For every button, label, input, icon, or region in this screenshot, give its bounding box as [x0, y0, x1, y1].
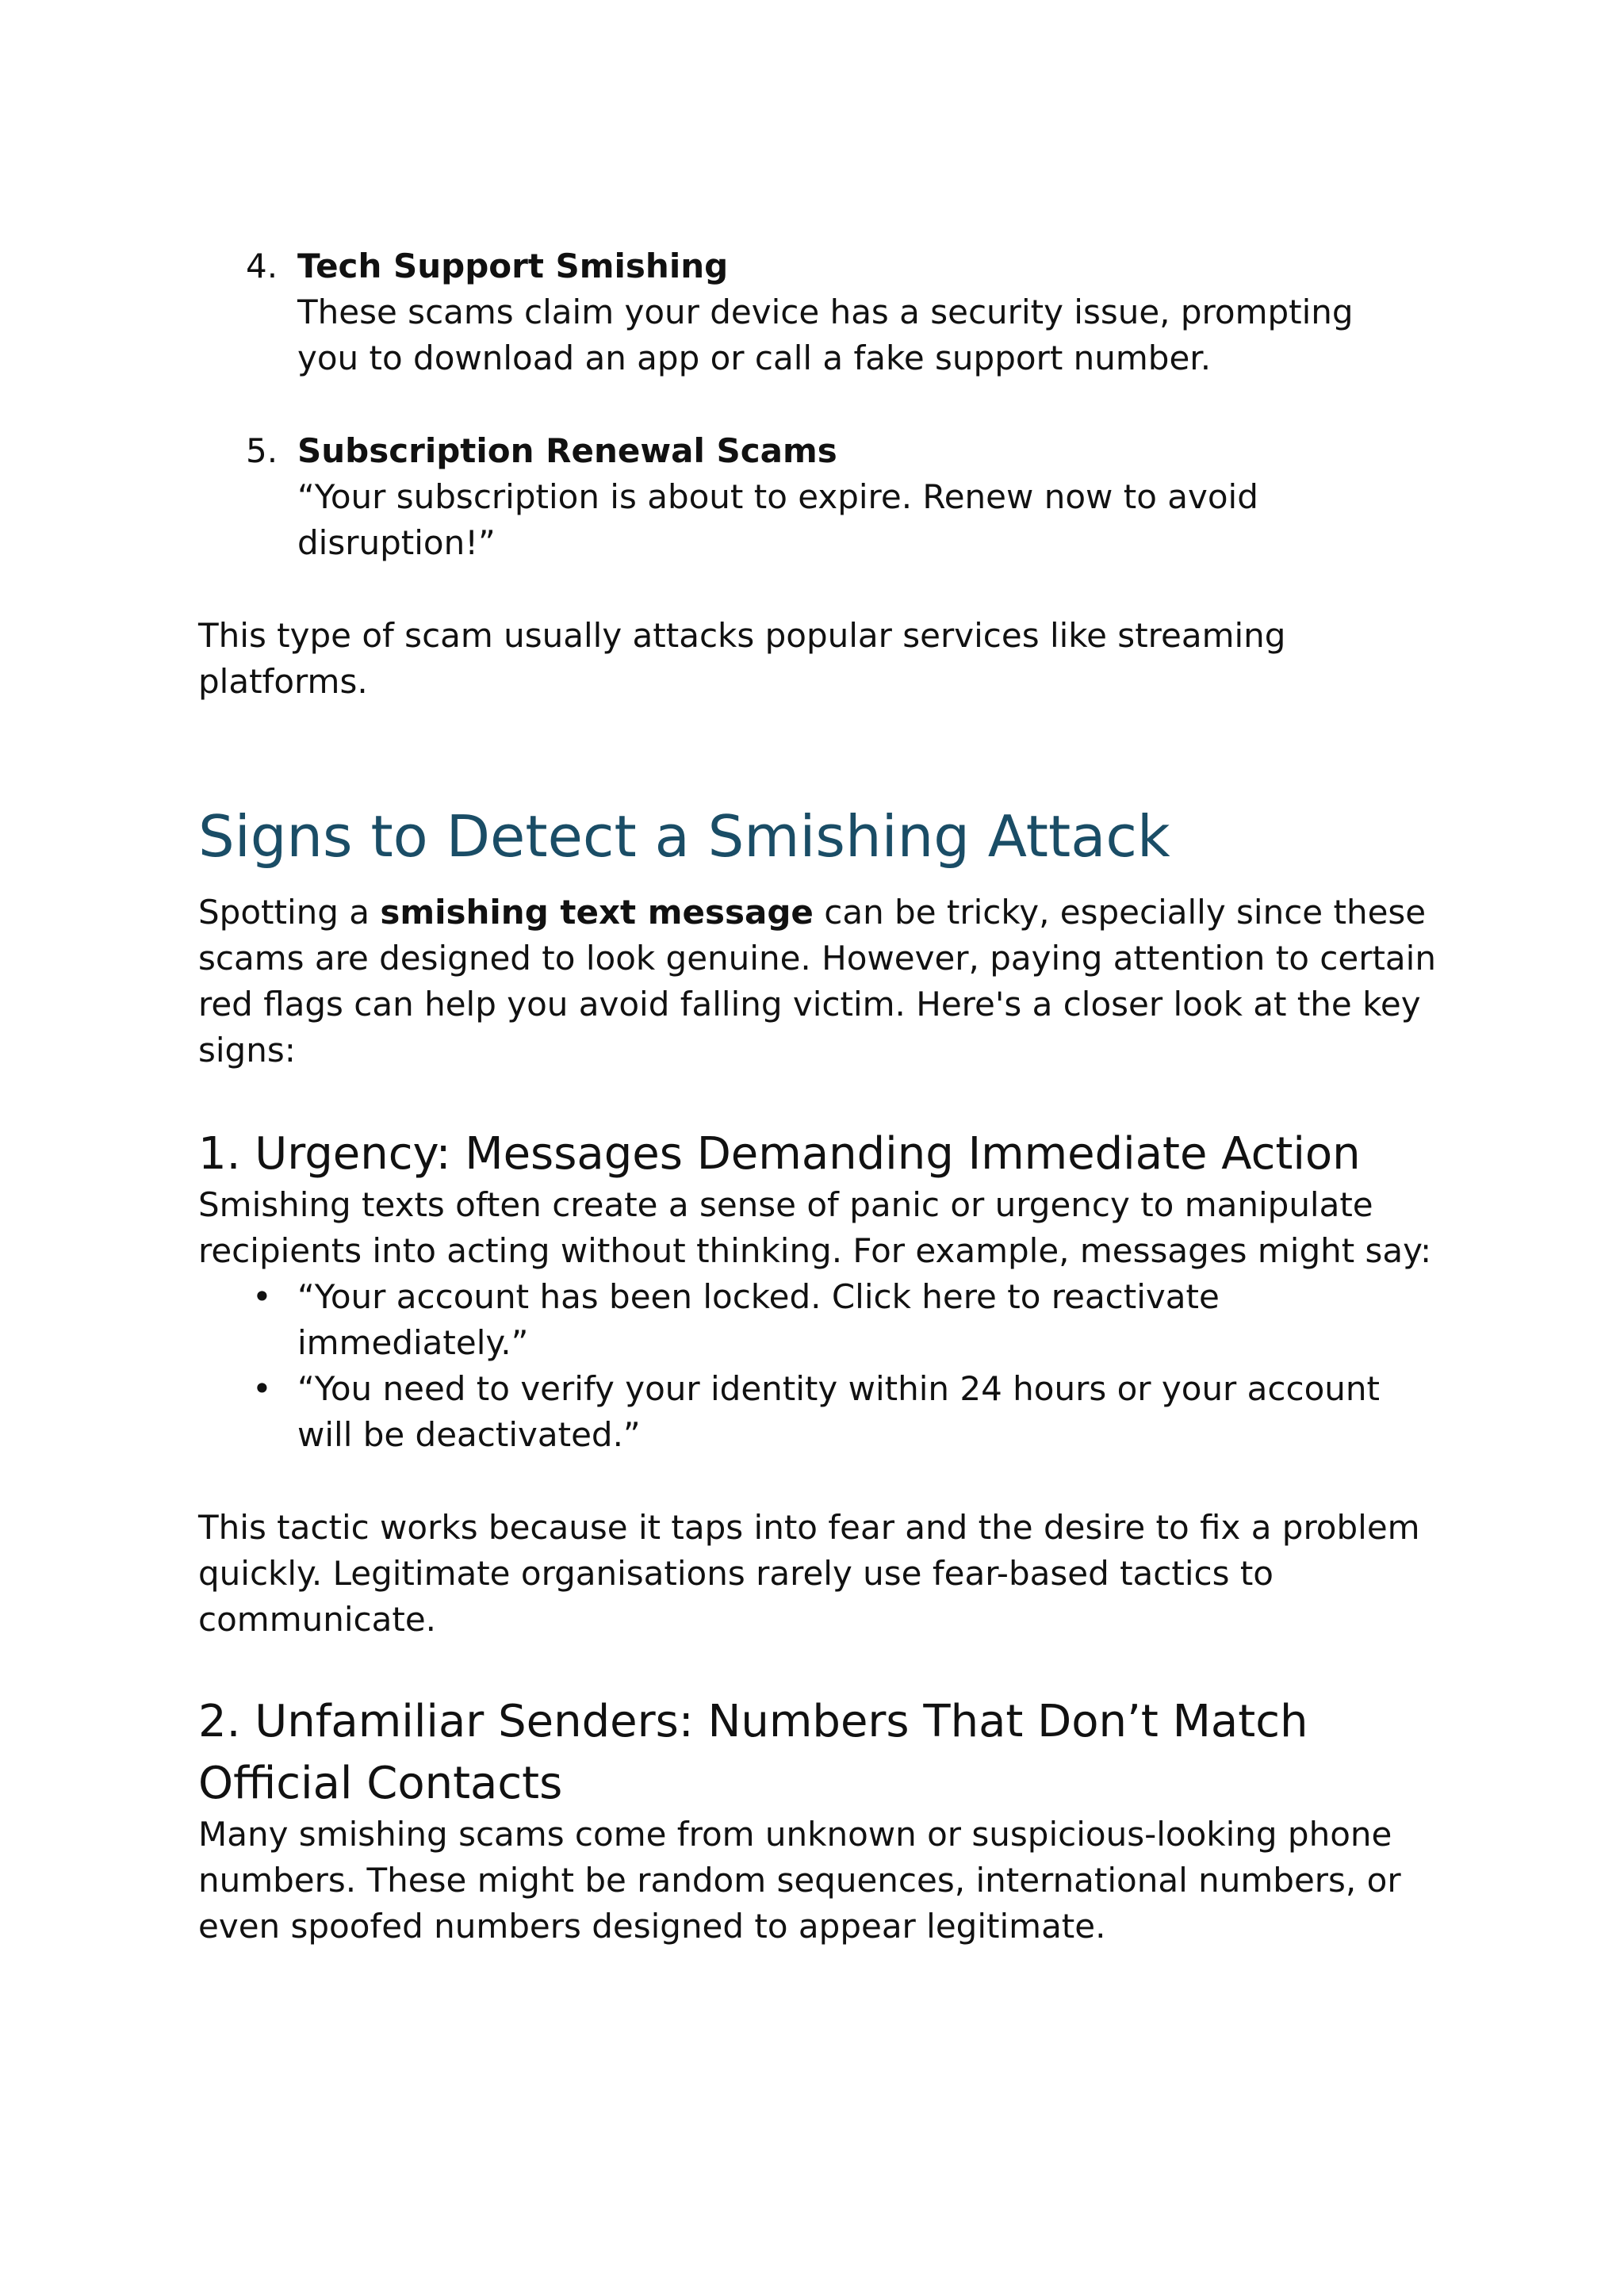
bullet-text: “You need to verify your identity within 24 hours or your account will be deactivated.” [297, 1369, 1380, 1454]
bullet-item [198, 1366, 1550, 1458]
unfamiliar-senders-text: Many smishing scams come from unknown or suspicious-looking phone numbers. These might be random sequences, international numbers, or even spoofed numbers designed to appear legitimate. [198, 1815, 1401, 1946]
list-item-subscription [198, 428, 1550, 566]
list-number: 5. [246, 431, 278, 470]
intro-text-end: can be tricky, especially since these scams are designed to look genuine. However, paying attention to certain red flags can help you avoid falling victim. Here's a closer look at the key signs: [198, 893, 1436, 1070]
list-number: 4. [246, 247, 278, 285]
list-item-text: “Your subscription is about to expire. Renew now to avoid disruption!” [297, 477, 1258, 562]
list-item-tech-support [198, 243, 1550, 381]
section-heading: Signs to Detect a Smishing Attack [198, 803, 1170, 870]
subheading-unfamiliar-senders: 2. Unfamiliar Senders: Numbers That Don’t Match Official Contacts [198, 1696, 1308, 1809]
list-item-title: Subscription Renewal Scams [297, 431, 837, 470]
bullet-icon: • [252, 1369, 272, 1408]
bullet-text: “Your account has been locked. Click here to reactivate immediately.” [297, 1277, 1220, 1362]
list-item-text: These scams claim your device has a security issue, prompting you to download an app or call a fake support number. [297, 293, 1354, 377]
bullet-item [198, 1274, 1550, 1366]
subheading-urgency: 1. Urgency: Messages Demanding Immediate Action [198, 1128, 1361, 1180]
urgency-text: Smishing texts often create a sense of panic or urgency to manipulate recipients into acting without thinking. For example, messages might say: [198, 1185, 1432, 1270]
intro-text-start: Spotting a [198, 893, 381, 932]
list-item-title: Tech Support Smishing [297, 247, 729, 285]
urgency-after-text: This tactic works because it taps into fear and the desire to fix a problem quickly. Legitimate organisations rarely use fear-based tactics to communicate. [198, 1508, 1420, 1639]
bullet-icon: • [252, 1277, 272, 1316]
section-intro [198, 890, 1451, 1073]
intro-bold-term: smishing text message [380, 893, 814, 932]
paragraph-streaming: This type of scam usually attacks popular services like streaming platforms. [198, 616, 1286, 701]
